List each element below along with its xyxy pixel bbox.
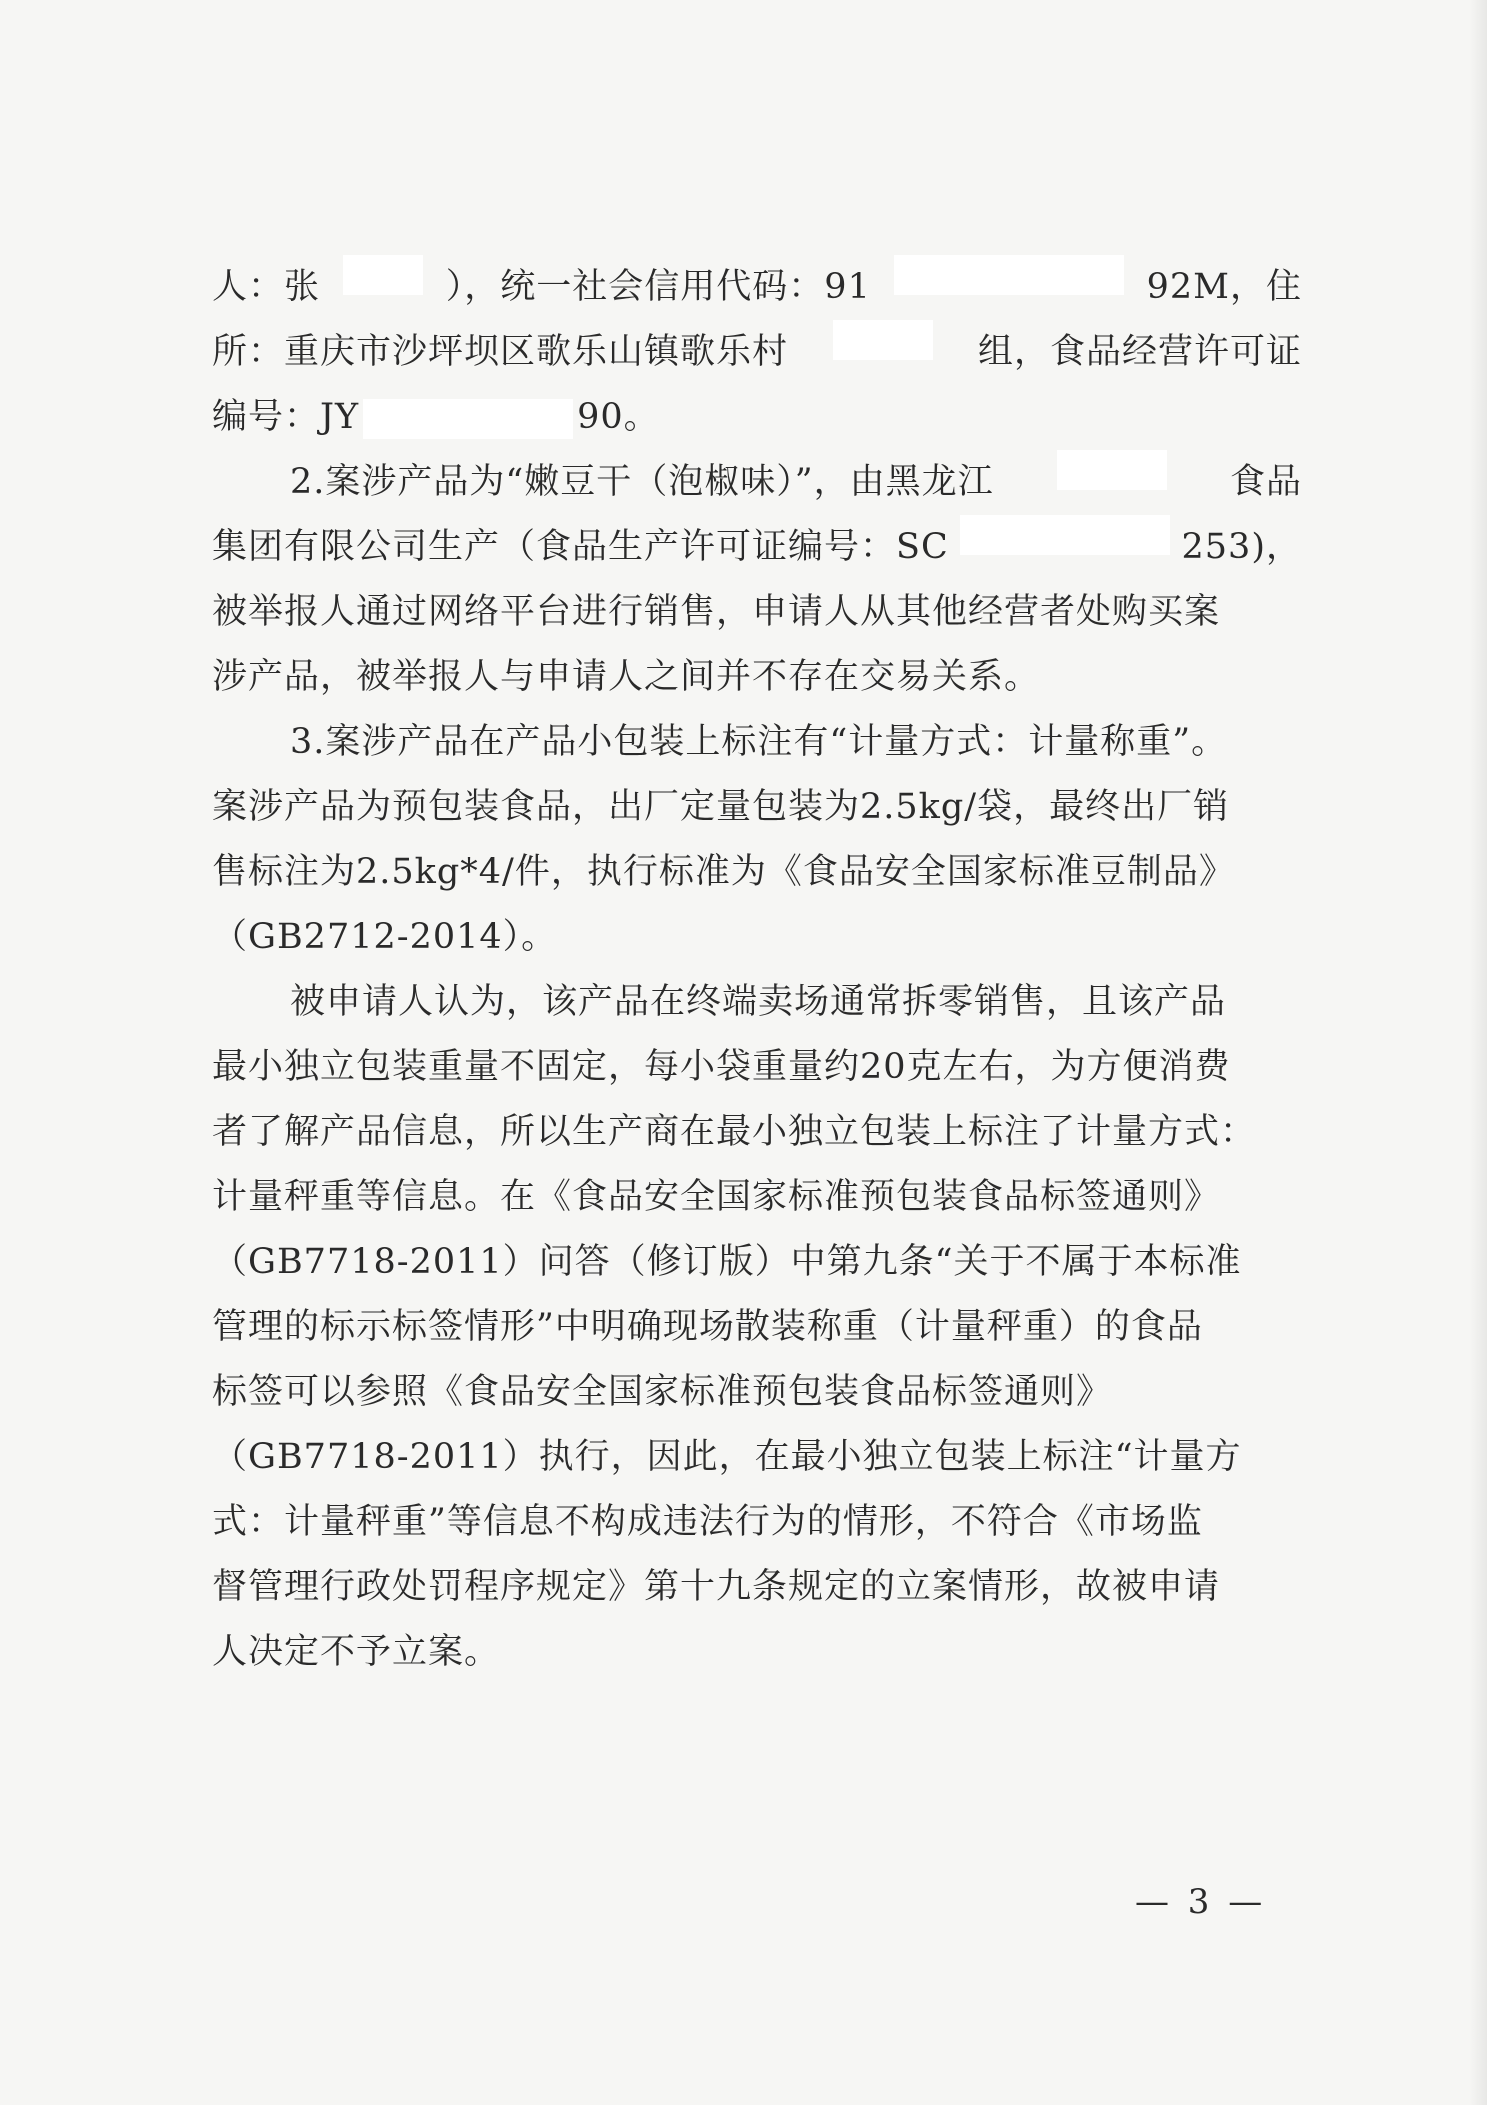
text-line xyxy=(212,645,1302,710)
text-line xyxy=(212,1035,1302,1100)
document-body xyxy=(212,255,1302,1685)
text-line xyxy=(212,515,1302,580)
text-segment: 集团有限公司生产（食品生产许可证编号：SC xyxy=(212,527,949,567)
text-line xyxy=(212,905,1302,970)
text-segment: （GB7718-2011）问答（修订版）中第九条“关于不属于本标准 xyxy=(212,1242,1242,1282)
text-segment: 案涉产品为预包装食品，出厂定量包装为2.5kg/袋，最终出厂销 xyxy=(212,787,1230,827)
text-segment: 管理的标示标签情形”中明确现场散装称重（计量秤重）的食品 xyxy=(212,1307,1203,1347)
text-segment: 式：计量秤重”等信息不构成违法行为的情形，不符合《市场监 xyxy=(212,1502,1203,1542)
text-line xyxy=(212,1165,1302,1230)
text-line xyxy=(212,385,1302,450)
text-segment: 被申请人认为，该产品在终端卖场通常拆零销售，且该产品 xyxy=(290,982,1227,1022)
text-line xyxy=(212,840,1302,905)
text-segment: 90。 xyxy=(577,397,660,437)
text-segment: 食品 xyxy=(1229,462,1302,502)
text-segment: 3.案涉产品在产品小包装上标注有“计量方式：计量称重”。 xyxy=(290,722,1228,762)
text-line xyxy=(212,1100,1302,1165)
text-segment: 最小独立包装重量不固定，每小袋重量约20克左右，为方便消费 xyxy=(212,1047,1231,1087)
text-line xyxy=(212,1620,1302,1685)
redaction-box xyxy=(833,320,933,360)
text-segment: 售标注为2.5kg*4/件，执行标准为《食品安全国家标准豆制品》 xyxy=(212,852,1235,892)
text-segment: 涉产品，被举报人与申请人之间并不存在交易关系。 xyxy=(212,657,1041,697)
text-line xyxy=(212,1425,1302,1490)
text-segment: （GB2712-2014）。 xyxy=(212,917,558,957)
text-segment: 253)， xyxy=(1181,527,1302,567)
text-line xyxy=(212,1555,1302,1620)
text-segment: （GB7718-2011）执行，因此，在最小独立包装上标注“计量方 xyxy=(212,1437,1242,1477)
redaction-box xyxy=(894,255,1124,295)
text-segment: 人决定不予立案。 xyxy=(212,1632,501,1672)
text-line xyxy=(212,1360,1302,1425)
redaction-box xyxy=(343,255,423,295)
text-segment: 组，食品经营许可证 xyxy=(977,332,1302,372)
text-segment: 编号：JY xyxy=(212,397,360,437)
text-segment: 被举报人通过网络平台进行销售，申请人从其他经营者处购买案 xyxy=(212,592,1221,632)
text-line xyxy=(212,450,1302,515)
text-line xyxy=(212,710,1302,775)
text-line xyxy=(212,1490,1302,1555)
text-line xyxy=(212,1230,1302,1295)
page-number: — 3 — xyxy=(1135,1882,1267,1922)
text-segment: 所：重庆市沙坪坝区歌乐山镇歌乐村 xyxy=(212,332,789,372)
text-line xyxy=(212,775,1302,840)
text-segment: 人：张 xyxy=(212,267,321,307)
text-line xyxy=(212,970,1302,1035)
page-edge-shadow xyxy=(1469,0,1487,2105)
redaction-box xyxy=(960,515,1170,555)
text-segment: 92M，住 xyxy=(1146,267,1302,307)
text-segment: 标签可以参照《食品安全国家标准预包装食品标签通则》 xyxy=(212,1372,1113,1412)
redaction-box xyxy=(363,399,573,439)
text-line xyxy=(212,255,1302,320)
text-segment: 督管理行政处罚程序规定》第十九条规定的立案情形，故被申请 xyxy=(212,1567,1221,1607)
text-line xyxy=(212,580,1302,645)
text-line xyxy=(212,320,1302,385)
text-segment: 计量秤重等信息。在《食品安全国家标准预包装食品标签通则》 xyxy=(212,1177,1221,1217)
redaction-box xyxy=(1057,450,1167,490)
text-segment: 者了解产品信息，所以生产商在最小独立包装上标注了计量方式： xyxy=(212,1112,1257,1152)
text-segment: ），统一社会信用代码：91 xyxy=(445,267,871,307)
text-segment: 2.案涉产品为“嫩豆干（泡椒味）”，由黑龙江 xyxy=(290,462,994,502)
text-line xyxy=(212,1295,1302,1360)
